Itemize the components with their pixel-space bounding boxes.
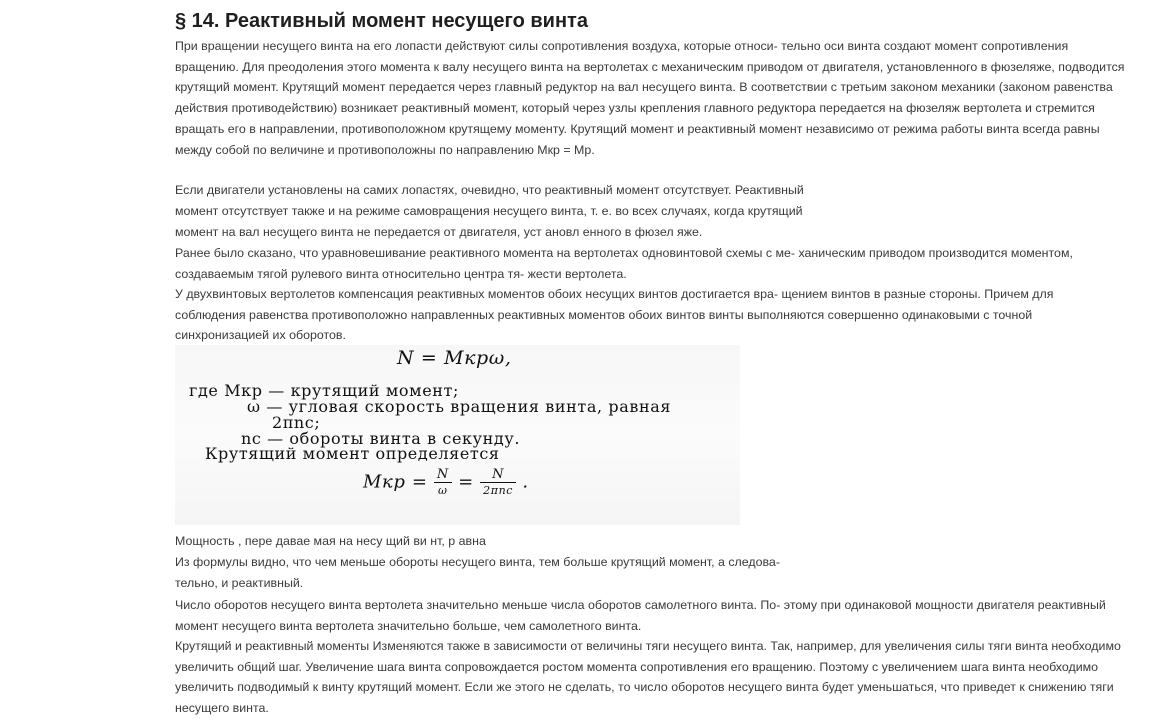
scanned-formula-image <box>175 345 740 525</box>
legend-torque: где Mкр — крутящий момент; <box>189 381 459 400</box>
legend-rotations: nс — обороты винта в секунду. <box>241 429 521 448</box>
paragraph-autorotation: момент отсутствует также и на режиме самовращения несущего винта, т. е. во всех случаях, когда крутящий <box>175 204 803 218</box>
fraction-1-denominator: ω <box>438 484 448 497</box>
torque-formula-lhs: Mкр = <box>363 471 428 493</box>
paragraph-formula-conclusion-2: тельно, и реактивный. <box>175 576 304 590</box>
fraction-1-numerator: N <box>434 467 452 483</box>
torque-fraction-1 <box>434 467 452 498</box>
torque-formula-equals: = <box>458 471 474 493</box>
torque-formula-end: . <box>522 471 529 493</box>
torque-formula <box>363 467 529 498</box>
paragraph-power: Мощность , пере давае мая на несу щий ви нт, р авна <box>175 534 486 548</box>
page-title: § 14. Реактивный момент несущего винта <box>175 10 588 32</box>
fraction-2-denominator: 2πnс <box>483 484 514 497</box>
torque-definition-caption: Крутящий момент определяется <box>205 444 500 463</box>
paragraph-formula-conclusion-1: Из формулы видно, что чем меньше обороты несущего винта, тем больше крутящий момент, а следова- <box>175 555 780 569</box>
paragraph-thrust: Крутящий и реактивный моменты Изменяются также в зависимости от величины тяги несущего винта. Так, например, для увеличения силы тяги винта необходимо увеличить общий шаг. Увеличение шага винта сопровождается ростом момента сопротивления его вращению. Поэтому с увеличением шага винта необходимо увеличить подводимый к винту крутящий момент. Если же этого не сделать, то число оборотов несущего винта будет уменьшаться, что приведет к снижению тяги несущего винта. <box>175 639 1121 716</box>
legend-angular-velocity-value: 2πnс; <box>272 413 321 432</box>
legend-angular-velocity: ω — угловая скорость вращения винта, равная <box>247 397 672 416</box>
paragraph-intro: При вращении несущего винта на его лопасти действуют силы сопротивления воздуха, которые относи- тельно оси винта создают момент сопротивления вращению. Для преодоления этого момента к валу несущего винта на вертолетах с механическим приводом от двигателя, установленного в фюзеляже, подводится крутящий момент. Крутящий момент передается через главный редуктор на вал несущего винта. В соответствии с третьим законом механики (законом равенства действия противодействию) возникает реактивный момент, который через узлы крепления главного редуктора передается на фюзеляж вертолета и стремится вращать его в направлении, противоположном крутящему моменту. Крутящий момент и реактивный момент независимо от режима работы винта всегда равны между собой по величине и противоположны по направлению Мкр = Мр. <box>175 39 1125 157</box>
paragraph-rotor-speed: Число оборотов несущего винта вертолета значительно меньше числа оборотов самолетного винта. По- этому при одинаковой мощности двигателя реактивный момент несущего винта вертолета значительно больше, чем самолетного винта. <box>175 598 1106 633</box>
torque-fraction-2 <box>480 467 516 498</box>
paragraph-twin-rotor: У двухвинтовых вертолетов компенсация реактивных моментов обоих несущих винтов достигается вра- щением винтов в разные стороны. Причем для соблюдения равенства противоположно направленных реактивных моментов обоих винтов винты выполняются совершенно одинаковыми с точной синхронизацией их оборотов. <box>175 287 1054 343</box>
paragraph-fuselage-engine: момент на вал несущего винта не передается от двигателя, уст ановл енного в фюзел яже. <box>175 225 703 239</box>
power-formula: N = Mкрω, <box>397 347 512 369</box>
fraction-2-numerator: N <box>480 467 516 483</box>
paragraph-blade-engines: Если двигатели установлены на самих лопастях, очевидно, что реактивный момент отсутствует. Реактивный <box>175 183 804 197</box>
paragraph-tail-rotor: Ранее было сказано, что уравновешивание реактивного момента на вертолетах одновинтовой схемы с ме- ханическим приводом производится моментом, создаваемым тягой рулевого винта относительно центра тя- жести вертолета. <box>175 246 1073 281</box>
